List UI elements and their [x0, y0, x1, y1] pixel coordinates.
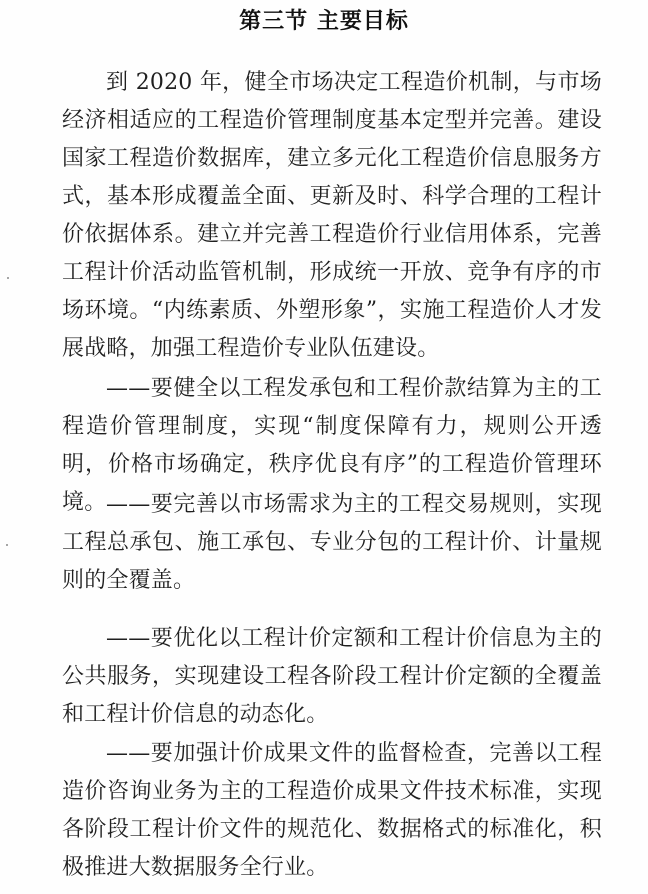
paragraph-overall-goal: 到 2020 年，健全市场决定工程造价机制，与市场经济相适应的工程造价管理制度基本定型并完善。建设国家工程造价数据库，建立多元化工程造价信息服务方式，基本形成覆盖全面、更新及时、科学合理的工程计价依据体系。建立并完善工程造价行业信用体系，完善工程计价活动监管机制，形成统一开放、竞争有序的市场环境。“内练素质、外塑形象”，实施工程造价人才发展战略，加强工程造价专业队伍建设。 — [62, 70, 602, 361]
paragraph-public-service: ——要优化以工程计价定额和工程计价信息为主的公共服务，实现建设工程各阶段工程计价定额的全覆盖和工程计价信息的动态化。 — [62, 626, 602, 727]
section-title: 第三节 主要目标 — [239, 9, 409, 34]
paragraph-management-system: ——要健全以工程发承包和工程价款结算为主的工程造价管理制度，实现“制度保障有力，规则公开透明，价格市场确定，秩序优良有序”的工程造价管理环境。 — [62, 376, 602, 515]
scan-speck — [7, 277, 9, 279]
paragraph-supervision: ——要加强计价成果文件的监督检查，完善以工程造价咨询业务为主的工程造价成果文件技术标准，实现各阶段工程计价文件的规范化、数据格式的标准化，积极推进大数据服务全行业。 — [62, 741, 602, 880]
paragraph-trading-rules: ——要完善以市场需求为主的工程交易规则，实现工程总承包、施工承包、专业分包的工程计价、计量规则的全覆盖。 — [62, 492, 602, 593]
scan-speck — [6, 544, 8, 546]
